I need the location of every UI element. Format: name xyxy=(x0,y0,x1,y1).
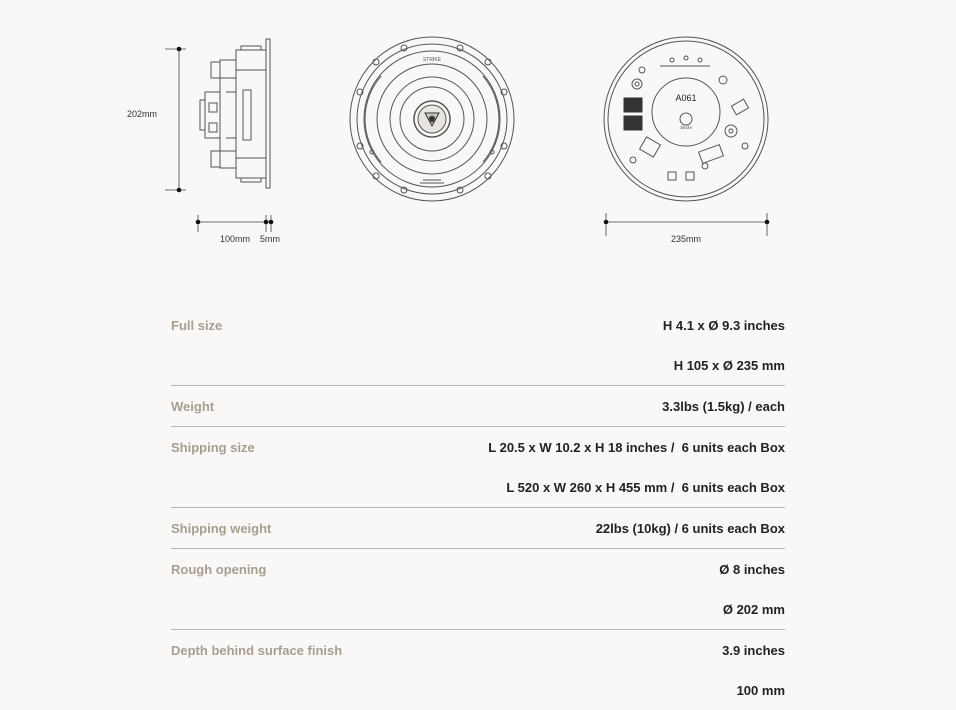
spec-row-shipping-weight xyxy=(171,508,785,549)
spec-value: 3.3lbs (1.5kg) / each xyxy=(662,398,785,414)
spec-label: Weight xyxy=(171,398,215,414)
spec-value: Ø 202 mm xyxy=(722,601,785,617)
spec-label: Shipping weight xyxy=(171,520,272,536)
spec-label: Rough opening xyxy=(171,561,267,577)
spec-row-rough-opening xyxy=(171,549,785,630)
spec-row-shipping-size xyxy=(171,427,785,508)
spec-label: Depth behind surface finish xyxy=(171,642,343,658)
spec-label: Shipping size xyxy=(171,439,255,455)
spec-label: Full size xyxy=(171,317,223,333)
back-logo-label: Strike xyxy=(680,126,692,131)
back-model-label: A061 xyxy=(675,93,697,103)
spec-value: 100 mm xyxy=(736,682,785,698)
spec-value: H 4.1 x Ø 9.3 inches xyxy=(662,317,785,333)
spec-value: 3.9 inches xyxy=(722,642,785,658)
front-brand-label: STRIKE xyxy=(422,57,442,63)
spec-row-weight xyxy=(171,386,785,427)
side-view-drawing xyxy=(200,39,270,188)
spec-row-full-size xyxy=(171,305,785,386)
spec-value: L 520 x W 260 x H 455 mm / 6 units each Box xyxy=(506,479,785,495)
height-dimension-line xyxy=(165,47,186,193)
technical-drawings xyxy=(0,0,956,270)
spec-value: H 105 x Ø 235 mm xyxy=(673,357,785,373)
height-label: 202mm xyxy=(127,109,158,119)
spec-value: 22lbs (10kg) / 6 units each Box xyxy=(595,520,785,536)
spec-row-depth-behind-surface xyxy=(171,630,785,710)
back-view-drawing xyxy=(604,37,768,201)
depth-label: 100mm xyxy=(220,234,251,244)
specifications-table xyxy=(171,305,785,710)
diameter-dimension-line xyxy=(604,213,770,236)
spec-value: L 20.5 x W 10.2 x H 18 inches / 6 units each Box xyxy=(488,439,785,455)
flange-label: 5mm xyxy=(260,234,280,244)
diameter-label: 235mm xyxy=(671,234,702,244)
depth-dimension-line xyxy=(196,215,274,232)
spec-value: Ø 8 inches xyxy=(719,561,785,577)
